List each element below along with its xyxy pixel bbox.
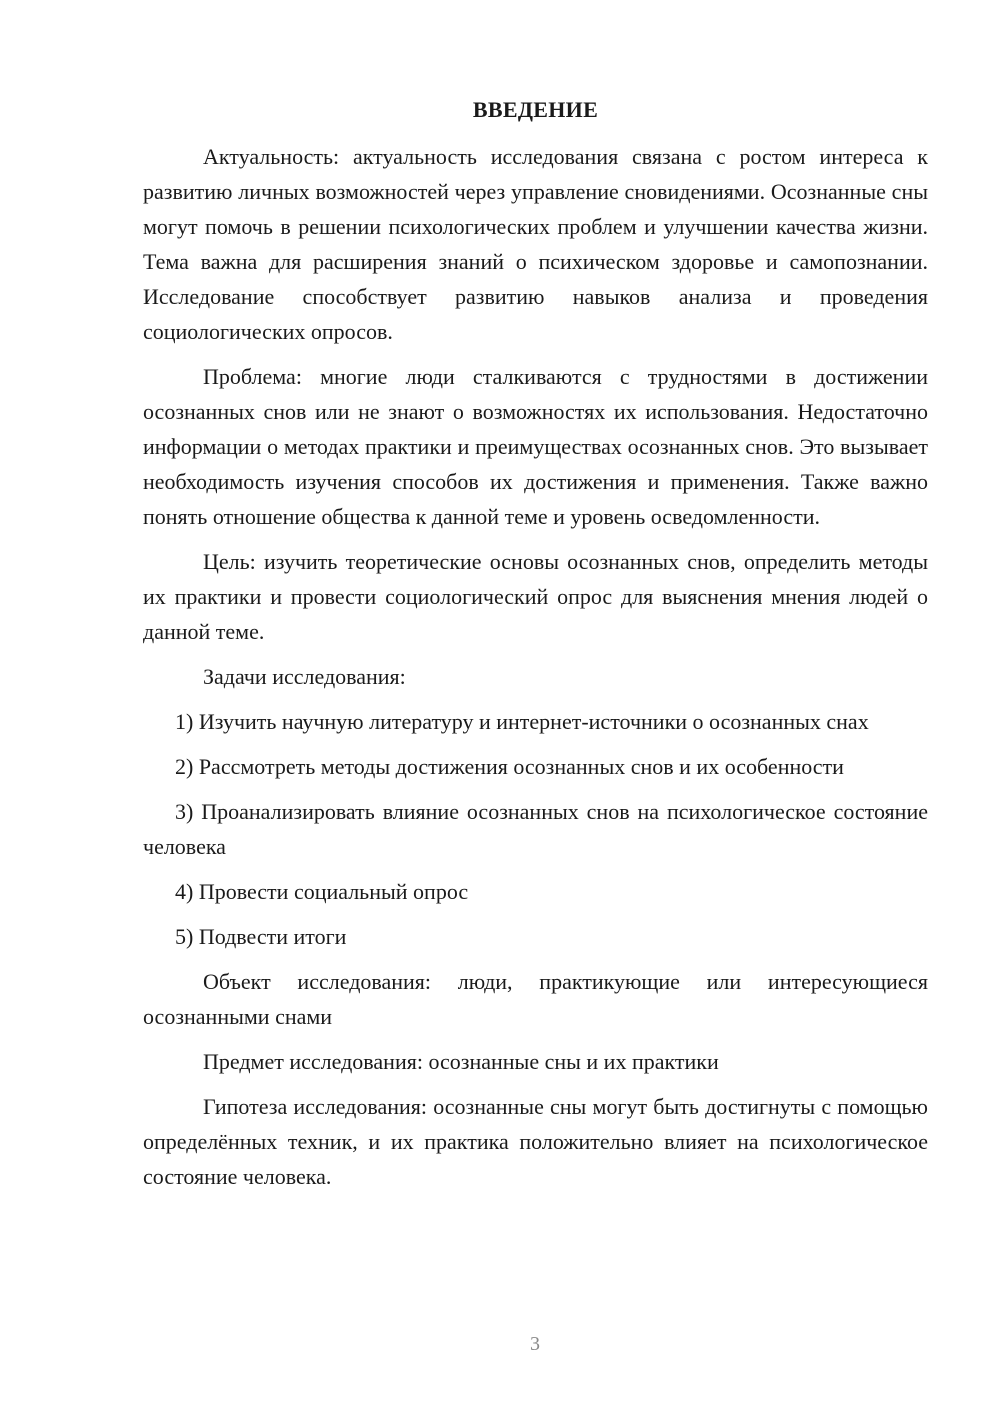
task-item: 1) Изучить научную литературу и интернет-источники о осознанных снах xyxy=(175,709,869,734)
object-paragraph: Объект исследования: люди, практикующие или интересующиеся осознанными снами xyxy=(143,969,928,1029)
task-item: 5) Подвести итоги xyxy=(175,924,347,949)
task-item: 4) Провести социальный опрос xyxy=(175,879,469,904)
relevance-paragraph: Актуальность: актуальность исследования связана с ростом интереса к развитию личных возможностей через управление сновидениями. Осознанные сны могут помочь в решении психологических проблем и улучшении качества жизни. Тема важна для расширения знаний о психическом здоровье и самопознании. Исследование способствует развитию навыков анализа и проведения социологических опросов. xyxy=(143,144,928,344)
problem-paragraph: Проблема: многие люди сталкиваются с трудностями в достижении осознанных снов или не знают о возможностях их использования. Недостаточно информации о методах практики и преимуществах осознанных снов. Это вызывает необходимость изучения способов их достижения и применения. Также важно понять отношение общества к данной теме и уровень осведомленности. xyxy=(143,364,928,529)
section-title: ВВЕДЕНИЕ xyxy=(472,97,599,122)
goal-paragraph: Цель: изучить теоретические основы осознанных снов, определить методы их практики и провести социологический опрос для выяснения мнения людей о данной теме. xyxy=(143,549,928,644)
task-item: 2) Рассмотреть методы достижения осознанных снов и их особенности xyxy=(175,754,844,779)
tasks-heading: Задачи исследования: xyxy=(203,664,406,689)
page-number: 3 xyxy=(530,1333,540,1355)
document-page xyxy=(143,92,928,1194)
task-item: 3) Проанализировать влияние осознанных снов на психологическое состояние человека xyxy=(143,799,928,859)
hypothesis-paragraph: Гипотеза исследования: осознанные сны могут быть достигнуты с помощью определённых техник, и их практика положительно влияет на психологическое состояние человека. xyxy=(143,1094,928,1189)
subject-paragraph: Предмет исследования: осознанные сны и их практики xyxy=(203,1049,719,1074)
